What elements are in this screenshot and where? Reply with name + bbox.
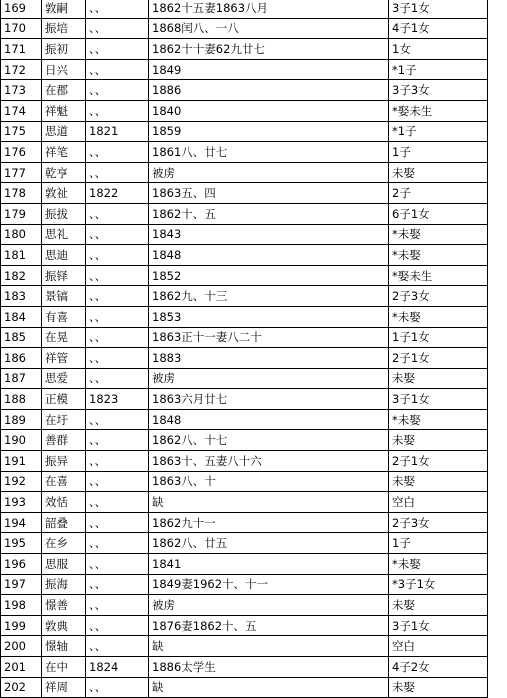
name-cell: 在中 (42, 657, 86, 678)
death-date-cell: 1853 (149, 306, 389, 327)
offspring-cell: 未娶 (389, 677, 488, 698)
name-cell: 日兴 (42, 59, 86, 80)
offspring-cell: 4子1女 (389, 18, 488, 39)
birth-year-cell: 、、 (86, 512, 149, 533)
birth-year-cell: 、、 (86, 636, 149, 657)
name-cell: 振异 (42, 451, 86, 472)
row-number-cell: 182 (1, 265, 42, 286)
birth-year-cell: 、、 (86, 533, 149, 554)
name-cell: 振铎 (42, 265, 86, 286)
offspring-cell: 6子1女 (389, 203, 488, 224)
birth-year-cell: 1822 (86, 183, 149, 204)
birth-year-cell: 、、 (86, 18, 149, 39)
name-cell: 敦祉 (42, 183, 86, 204)
table-row (1, 142, 488, 163)
death-date-cell: 1849妻1962十、十一 (149, 574, 389, 595)
birth-year-cell: 、、 (86, 327, 149, 348)
offspring-cell: *未娶 (389, 306, 488, 327)
death-date-cell: 被虏 (149, 595, 389, 616)
name-cell: 乾亨 (42, 162, 86, 183)
name-cell: 韶叠 (42, 512, 86, 533)
offspring-cell: 未娶 (389, 430, 488, 451)
table-row (1, 245, 488, 266)
row-number-cell: 175 (1, 121, 42, 142)
birth-year-cell: 、、 (86, 142, 149, 163)
offspring-cell: 1子 (389, 142, 488, 163)
birth-year-cell: 、、 (86, 554, 149, 575)
death-date-cell: 1868闰八、一八 (149, 18, 389, 39)
offspring-cell: 未娶 (389, 471, 488, 492)
row-number-cell: 186 (1, 348, 42, 369)
name-cell: 在喜 (42, 471, 86, 492)
death-date-cell: 1862十五妻1863八月 (149, 0, 389, 18)
table-row (1, 18, 488, 39)
name-cell: 思爱 (42, 368, 86, 389)
birth-year-cell: 、、 (86, 615, 149, 636)
name-cell: 思礼 (42, 224, 86, 245)
birth-year-cell: 1824 (86, 657, 149, 678)
death-date-cell: 1848 (149, 409, 389, 430)
table-row (1, 636, 488, 657)
table-row (1, 451, 488, 472)
table-row (1, 265, 488, 286)
death-date-cell: 1862九、十三 (149, 286, 389, 307)
death-date-cell: 1862九十一 (149, 512, 389, 533)
table-row (1, 615, 488, 636)
offspring-cell: 1子 (389, 533, 488, 554)
birth-year-cell: 、、 (86, 39, 149, 60)
table-row (1, 389, 488, 410)
birth-year-cell: 、、 (86, 80, 149, 101)
name-cell: 振培 (42, 18, 86, 39)
table-row (1, 0, 488, 18)
row-number-cell: 191 (1, 451, 42, 472)
row-number-cell: 200 (1, 636, 42, 657)
row-number-cell: 172 (1, 59, 42, 80)
table-row (1, 327, 488, 348)
offspring-cell: 未娶 (389, 595, 488, 616)
death-date-cell: 1886太学生 (149, 657, 389, 678)
offspring-cell: 2子1女 (389, 451, 488, 472)
row-number-cell: 188 (1, 389, 42, 410)
offspring-cell: 3子1女 (389, 0, 488, 18)
birth-year-cell: 、、 (86, 306, 149, 327)
birth-year-cell: 、、 (86, 59, 149, 80)
death-date-cell: 1843 (149, 224, 389, 245)
table-row (1, 595, 488, 616)
name-cell: 景镐 (42, 286, 86, 307)
offspring-cell: *未娶 (389, 224, 488, 245)
row-number-cell: 177 (1, 162, 42, 183)
table-row (1, 492, 488, 513)
death-date-cell: 1862十十妻62九廿七 (149, 39, 389, 60)
table-row (1, 80, 488, 101)
row-number-cell: 193 (1, 492, 42, 513)
offspring-cell: 3子3女 (389, 80, 488, 101)
row-number-cell: 189 (1, 409, 42, 430)
death-date-cell: 1863五、四 (149, 183, 389, 204)
offspring-cell: *3子1女 (389, 574, 488, 595)
name-cell: 思服 (42, 554, 86, 575)
row-number-cell: 176 (1, 142, 42, 163)
birth-year-cell: 、、 (86, 451, 149, 472)
table-row (1, 162, 488, 183)
table-row (1, 203, 488, 224)
death-date-cell: 1849 (149, 59, 389, 80)
birth-year-cell: 、、 (86, 430, 149, 451)
birth-year-cell: 1821 (86, 121, 149, 142)
offspring-cell: 未娶 (389, 162, 488, 183)
row-number-cell: 192 (1, 471, 42, 492)
birth-year-cell: 、、 (86, 100, 149, 121)
birth-year-cell: 、、 (86, 265, 149, 286)
offspring-cell: 1女 (389, 39, 488, 60)
table-row (1, 554, 488, 575)
name-cell: 敦嗣 (42, 0, 86, 18)
table-row (1, 348, 488, 369)
row-number-cell: 181 (1, 245, 42, 266)
table-row (1, 430, 488, 451)
row-number-cell: 187 (1, 368, 42, 389)
table-row (1, 574, 488, 595)
row-number-cell: 170 (1, 18, 42, 39)
birth-year-cell: 、、 (86, 677, 149, 698)
offspring-cell: *娶未生 (389, 100, 488, 121)
row-number-cell: 184 (1, 306, 42, 327)
row-number-cell: 195 (1, 533, 42, 554)
death-date-cell: 1863正十一妻八二十 (149, 327, 389, 348)
row-number-cell: 178 (1, 183, 42, 204)
name-cell: 祥魁 (42, 100, 86, 121)
birth-year-cell: 、、 (86, 0, 149, 18)
offspring-cell: 空白 (389, 636, 488, 657)
offspring-cell: 2子1女 (389, 348, 488, 369)
birth-year-cell: 、、 (86, 224, 149, 245)
row-number-cell: 197 (1, 574, 42, 595)
death-date-cell: 缺 (149, 636, 389, 657)
name-cell: 善群 (42, 430, 86, 451)
name-cell: 祥笔 (42, 142, 86, 163)
name-cell: 振拔 (42, 203, 86, 224)
row-number-cell: 173 (1, 80, 42, 101)
offspring-cell: 空白 (389, 492, 488, 513)
birth-year-cell: 、、 (86, 595, 149, 616)
row-number-cell: 183 (1, 286, 42, 307)
death-date-cell: 1840 (149, 100, 389, 121)
table-row (1, 471, 488, 492)
death-date-cell: 1852 (149, 265, 389, 286)
row-number-cell: 179 (1, 203, 42, 224)
name-cell: 思道 (42, 121, 86, 142)
row-number-cell: 198 (1, 595, 42, 616)
row-number-cell: 180 (1, 224, 42, 245)
row-number-cell: 202 (1, 677, 42, 698)
name-cell: 振海 (42, 574, 86, 595)
name-cell: 正模 (42, 389, 86, 410)
name-cell: 祥管 (42, 348, 86, 369)
name-cell: 有喜 (42, 306, 86, 327)
table-row (1, 39, 488, 60)
death-date-cell: 缺 (149, 492, 389, 513)
offspring-cell: *未娶 (389, 409, 488, 430)
birth-year-cell: 、、 (86, 162, 149, 183)
death-date-cell: 1876妻1862十、五 (149, 615, 389, 636)
name-cell: 在晃 (42, 327, 86, 348)
offspring-cell: *1子 (389, 59, 488, 80)
death-date-cell: 1861八、廿七 (149, 142, 389, 163)
table-row (1, 224, 488, 245)
birth-year-cell: 、、 (86, 471, 149, 492)
death-date-cell: 1862八、十七 (149, 430, 389, 451)
death-date-cell: 1883 (149, 348, 389, 369)
table-row (1, 183, 488, 204)
name-cell: 在圩 (42, 409, 86, 430)
table-row (1, 657, 488, 678)
row-number-cell: 174 (1, 100, 42, 121)
death-date-cell: 缺 (149, 677, 389, 698)
table-row (1, 306, 488, 327)
table-row (1, 533, 488, 554)
offspring-cell: *娶未生 (389, 265, 488, 286)
name-cell: 憬轴 (42, 636, 86, 657)
row-number-cell: 196 (1, 554, 42, 575)
offspring-cell: 4子2女 (389, 657, 488, 678)
death-date-cell: 1863八、十 (149, 471, 389, 492)
table-body (1, 0, 488, 698)
name-cell: 思迪 (42, 245, 86, 266)
table-row (1, 677, 488, 698)
row-number-cell: 199 (1, 615, 42, 636)
offspring-cell: 2子3女 (389, 286, 488, 307)
offspring-cell: 3子1女 (389, 615, 488, 636)
row-number-cell: 190 (1, 430, 42, 451)
death-date-cell: 1862十、五 (149, 203, 389, 224)
offspring-cell: 2子3女 (389, 512, 488, 533)
table-row (1, 286, 488, 307)
name-cell: 憬善 (42, 595, 86, 616)
name-cell: 在郡 (42, 80, 86, 101)
table-row (1, 121, 488, 142)
death-date-cell: 被虏 (149, 368, 389, 389)
table-row (1, 59, 488, 80)
birth-year-cell: 、、 (86, 368, 149, 389)
table-row (1, 512, 488, 533)
offspring-cell: *1子 (389, 121, 488, 142)
death-date-cell: 1863六月廿七 (149, 389, 389, 410)
offspring-cell: *未娶 (389, 245, 488, 266)
birth-year-cell: 、、 (86, 203, 149, 224)
birth-year-cell: 、、 (86, 245, 149, 266)
birth-year-cell: 、、 (86, 574, 149, 595)
name-cell: 效恬 (42, 492, 86, 513)
name-cell: 祥周 (42, 677, 86, 698)
death-date-cell: 1848 (149, 245, 389, 266)
table-row (1, 100, 488, 121)
name-cell: 在乡 (42, 533, 86, 554)
offspring-cell: 未娶 (389, 368, 488, 389)
table-row (1, 368, 488, 389)
birth-year-cell: 、、 (86, 348, 149, 369)
death-date-cell: 1886 (149, 80, 389, 101)
offspring-cell: 2子 (389, 183, 488, 204)
row-number-cell: 194 (1, 512, 42, 533)
offspring-cell: 1子1女 (389, 327, 488, 348)
death-date-cell: 1862八、廿五 (149, 533, 389, 554)
birth-year-cell: 、、 (86, 409, 149, 430)
death-date-cell: 1859 (149, 121, 389, 142)
row-number-cell: 201 (1, 657, 42, 678)
death-date-cell: 1863十、五妻八十六 (149, 451, 389, 472)
birth-year-cell: 1823 (86, 389, 149, 410)
row-number-cell: 185 (1, 327, 42, 348)
name-cell: 振初 (42, 39, 86, 60)
row-number-cell: 169 (1, 0, 42, 18)
birth-year-cell: 、、 (86, 286, 149, 307)
offspring-cell: *未娶 (389, 554, 488, 575)
table-row (1, 409, 488, 430)
row-number-cell: 171 (1, 39, 42, 60)
offspring-cell: 3子1女 (389, 389, 488, 410)
death-date-cell: 被虏 (149, 162, 389, 183)
death-date-cell: 1841 (149, 554, 389, 575)
name-cell: 敦典 (42, 615, 86, 636)
birth-year-cell: 、、 (86, 492, 149, 513)
